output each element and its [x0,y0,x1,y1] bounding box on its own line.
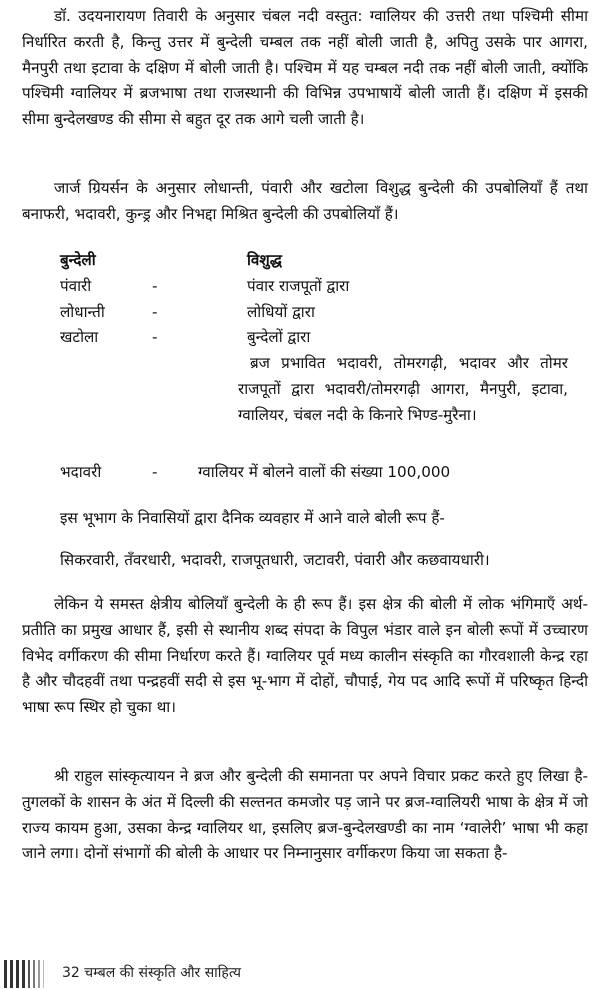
page-number: 32 [62,965,80,981]
table-header-bundeli: बुन्देली [60,251,96,269]
dash: - [152,302,158,321]
table-continuation-line: राजपूतों द्वारा भदावरी/तोमरगढ़ी आगरा, मैनपुरी, इटावा, [238,379,568,398]
bhadavari-row [0,460,600,486]
dialect-name: खटोला [60,328,99,347]
dialect-list-line: सिकरवारी, तँवरधारी, भदावरी, राजपूतधारी, जटावरी, पंवारी और कछवायधारी। [60,551,490,569]
table-continuation-line: ग्वालियर, चंबल नदी के किनारे भिण्ड-मुरैना। [238,405,477,424]
footer-bars-decoration [4,960,50,988]
paragraph-1: डॉ. उदयनारायण तिवारी के अनुसार चंबल नदी वस्तुत: ग्वालियर की उत्तरी तथा पश्चिमी सीमा निर्धारित करती है, किन्तु उत्तर में बुन्देली चम्बल तक नहीं बोली जाती है, अपितु उसके पार आगरा, मैनपुरी तथा इटावा के दक्षिण में बोली जाती है। पश्चिम में यह चम्बल नदी तक नहीं बोली जाती, क्योंकि पश्चिमी ग्वालियर में ब्रजभाषा तथा राजस्थानी की विभिन्न उपभाषायें बोली जाती हैं। दक्षिण में इसकी सीमा बुन्देलखण्ड की सीमा से बहुत दूर तक आगे चली जाती है। [22,7,588,129]
paragraph-2: जार्ज ग्रियर्सन के अनुसार लोधान्ती, पंवारी और खटोला विशुद्ध बुन्देली की उपबोलियाँ हैं तथा बनाफरी, भदावरी, कुन्ड्र और निभद्दा मिश्रित बुन्देली की उपबोलियाँ हैं। [22,179,588,223]
table-continuation-line: ब्रज प्रभावित भदावरी, तोमरगढ़ी, भदावर और तोमर [250,354,568,373]
dialect-desc: पंवार राजपूतों द्वारा [247,276,350,295]
paragraph-3: लेकिन ये समस्त क्षेत्रीय बोलियाँ बुन्देली के ही रूप हैं। इस क्षेत्र की बोली में लोक भंगिमाएँ अर्थ-प्रतीति का प्रमुख आधार हैं, इसी से स्थानीय शब्द संपदा के विपुल भंडार वाले इन बोली रूपों में उच्चारण विभेद वर्गीकरण की सीमा निर्धारण करते हैं। ग्वालियर पूर्व मध्य कालीन संस्कृति का गौरवशाली केन्द्र रहा है और चौदहवीं तथा पन्द्रहवीं सदी से इस भू-भाग में दोहों, चौपाई, गेय पद आदि रूपों में परिष्कृत हिन्दी भाषा रूप स्थिर हो चुका था। [22,595,588,717]
dash: - [152,276,158,295]
dash: - [152,463,158,481]
page-footer [0,948,600,988]
dialect-desc: बुन्देलों द्वारा [247,328,311,347]
dialect-name: लोधान्ती [60,302,105,321]
table-row [0,274,600,300]
footer-text [62,962,241,984]
dialect-desc: लोधियों द्वारा [247,302,315,321]
book-title: चम्बल की संस्कृति और साहित्य [84,965,242,981]
intro-line: इस भूभाग के निवासियों द्वारा दैनिक व्यवहार में आने वाले बोली रूप हैं- [60,509,445,527]
dialect-desc: ग्वालियर में बोलने वालों की संख्या 100,000 [198,463,451,481]
dash: - [152,328,158,347]
paragraph-4: श्री राहुल सांस्कृत्यायन ने ब्रज और बुन्देली की समानता पर अपने विचार प्रकट करते हुए लिखा है- तुगलकों के शासन के अंत में दिल्ली की सल्तनत कमजोर पड़ जाने पर ब्रज-ग्वालियरी भाषा के क्षेत्र में जो राज्य कायम हुआ, उसका केन्द्र ग्वालियर था, इसलिए ब्रज-बुन्देलखण्डी का नाम ‘ग्वालेरी’ भाषा भी कहा जाने लगा। दोनों संभागों की बोली के आधार पर निम्नानुसार वर्गीकरण किया जा सकता है- [22,767,588,863]
table-header-vishuddh: विशुद्ध [247,251,282,269]
table-row [0,325,600,351]
dialect-table [0,248,600,429]
table-row [0,300,600,326]
dialect-name: पंवारी [60,276,92,295]
table-header-row [0,248,600,274]
dialect-name: भदावरी [60,463,102,481]
